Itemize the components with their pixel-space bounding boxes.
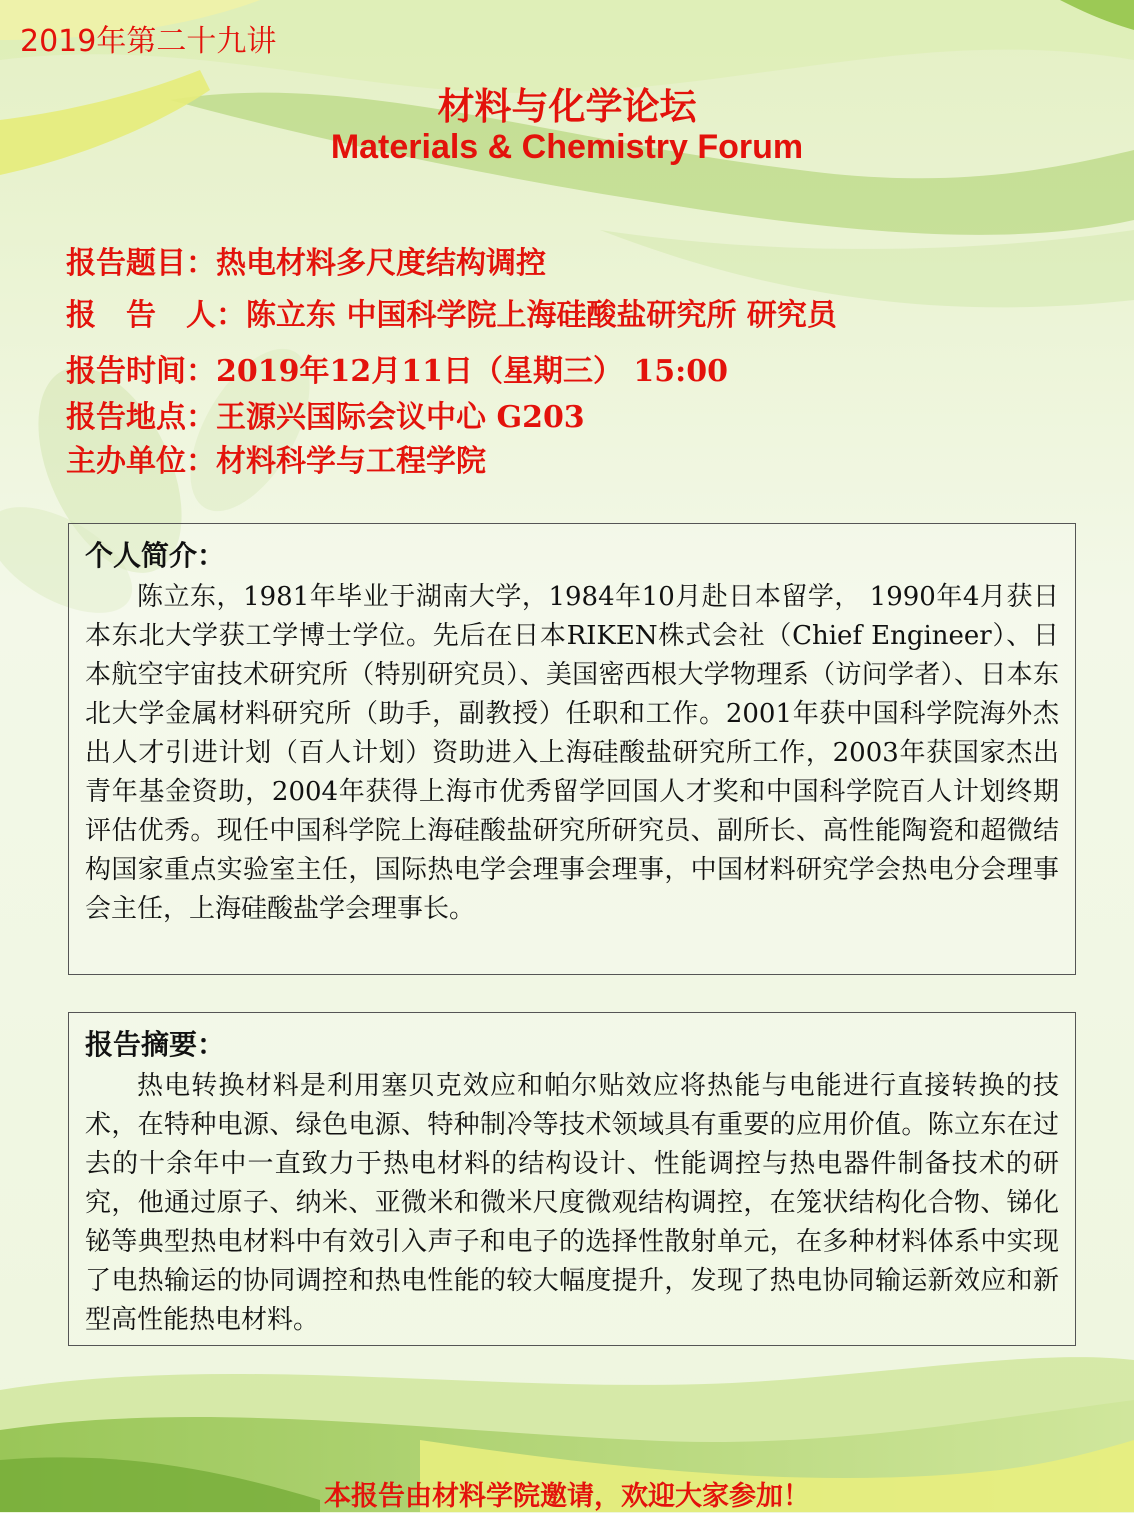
bio-text: 陈立东，1981年毕业于湖南大学，1984年10月赴日本留学， 1990年4月获日本东北大学获工学博士学位。先后在日本RIKEN株式会社（Chief Engineer）、日本航空宇宙技术研究所（特别研究员）、美国密西根大学物理系（访问学者）、日本东北大学金属材料研究所（助手，副教授）任职和工作。2001年获中国科学院海外杰出人才引进计划（百人计划）资助进入上海硅酸盐研究所工作，2003年获国家杰出青年基金资助，2004年获得上海市优秀留学回国人才奖和中国科学院百人计划终期评估优秀。现任中国科学院上海硅酸盐研究所研究员、副所长、高性能陶瓷和超微结构国家重点实验室主任，国际热电学会理事会理事，中国材料研究学会热电分会理事会主任，上海硅酸盐学会理事长。 bbox=[85, 582, 1059, 924]
info-value: 热电材料多尺度结构调控 bbox=[216, 246, 546, 281]
info-row-location bbox=[66, 392, 585, 436]
page-title: 材料与化学论坛 bbox=[437, 85, 697, 128]
info-label: 报告时间： bbox=[66, 354, 216, 389]
lecture-number: 2019年第二十九讲 bbox=[20, 24, 277, 59]
abstract-text: 热电转换材料是利用塞贝克效应和帕尔贴效应将热能与电能进行直接转换的技术，在特种电源、绿色电源、特种制冷等技术领域具有重要的应用价值。陈立东在过去的十余年中一直致力于热电材料的结构设计、性能调控与热电器件制备技术的研究，他通过原子、纳米、亚微米和微米尺度微观结构调控，在笼状结构化合物、锑化铋等典型热电材料中有效引入声子和电子的选择性散射单元，在多种材料体系中实现了电热输运的协同调控和热电性能的较大幅度提升，发现了热电协同输运新效应和新型高性能热电材料。 bbox=[85, 1071, 1059, 1335]
bio-section bbox=[68, 523, 1076, 975]
info-label: 报 告 人： bbox=[66, 298, 246, 333]
page-subtitle: Materials & Chemistry Forum bbox=[330, 128, 804, 166]
info-value: 材料科学与工程学院 bbox=[216, 444, 486, 479]
info-value: 陈立东 中国科学院上海硅酸盐研究所 研究员 bbox=[246, 298, 837, 333]
bio-heading: 个人简介： bbox=[85, 539, 226, 572]
info-label: 主办单位： bbox=[66, 444, 216, 479]
abstract-section bbox=[68, 1012, 1076, 1346]
info-row-topic bbox=[66, 238, 546, 282]
abstract-heading: 报告摘要： bbox=[85, 1028, 226, 1061]
info-label: 报告地点： bbox=[66, 400, 216, 435]
info-value: 2019年12月11日（星期三） 15:00 bbox=[216, 354, 729, 389]
info-row-organizer bbox=[66, 436, 486, 480]
info-row-time bbox=[66, 346, 728, 390]
footer-invitation: 本报告由材料学院邀请，欢迎大家参加！ bbox=[324, 1481, 810, 1512]
info-value: 王源兴国际会议中心 G203 bbox=[216, 400, 585, 435]
info-row-speaker bbox=[66, 290, 837, 334]
info-label: 报告题目： bbox=[66, 246, 216, 281]
